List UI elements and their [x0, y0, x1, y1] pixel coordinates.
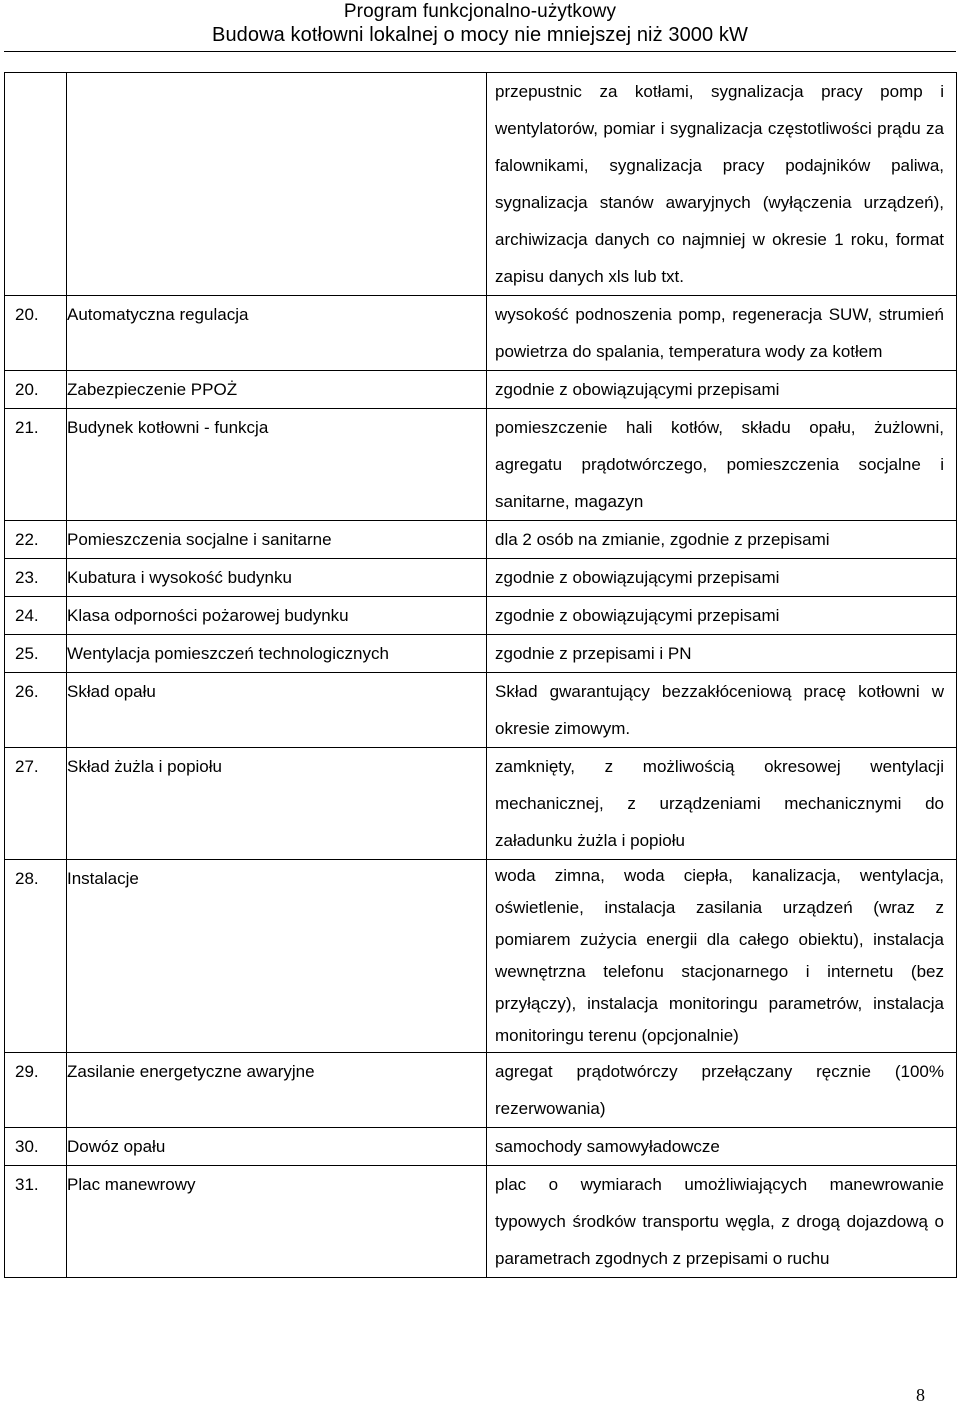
row-description: zgodnie z przepisami i PN [487, 635, 957, 673]
row-name: Kubatura i wysokość budynku [67, 559, 487, 597]
row-name: Pomieszczenia socjalne i sanitarne [67, 521, 487, 559]
table-row [5, 635, 957, 673]
row-description [487, 73, 957, 296]
row-description-text: przepustnic za kotłami, sygnalizacja pracy pomp i wentylatorów, pomiar i sygnalizacja częstotliwości prądu za falownikami, sygnalizacja pracy podajników paliwa, sygnalizacja stanów awaryjnych (wyłączenia urządzeń), archiwizacja danych co najmniej w okresie 1 roku, format zapisu danych xls lub txt. [495, 82, 944, 286]
table-row [5, 371, 957, 409]
row-description: dla 2 osób na zmianie, zgodnie z przepisami [487, 521, 957, 559]
table-row [5, 1166, 957, 1278]
row-number: 22. [5, 521, 67, 559]
page-header [0, 0, 960, 47]
row-name: Wentylacja pomieszczeń technologicznych [67, 635, 487, 673]
row-number: 25. [5, 635, 67, 673]
row-description: zamknięty, z możliwością okresowej wentylacji mechanicznej, z urządzeniami mechanicznymi do załadunku żużla i popiołu [487, 748, 957, 860]
table-row [5, 1128, 957, 1166]
row-number: 30. [5, 1128, 67, 1166]
row-number: 27. [5, 748, 67, 860]
row-number: 23. [5, 559, 67, 597]
row-number: 21. [5, 409, 67, 521]
table-row [5, 73, 957, 296]
row-name: Dowóz opału [67, 1128, 487, 1166]
table-row [5, 860, 957, 1053]
row-name: Klasa odporności pożarowej budynku [67, 597, 487, 635]
table-row [5, 521, 957, 559]
table-row [5, 559, 957, 597]
row-number: 29. [5, 1053, 67, 1128]
row-description: pomieszczenie hali kotłów, składu opału, żużlowni, agregatu prądotwórczego, pomieszczenia socjalne i sanitarne, magazyn [487, 409, 957, 521]
row-number: 20. [5, 371, 67, 409]
row-description: Skład gwarantujący bezzakłóceniową pracę kotłowni w okresie zimowym. [487, 673, 957, 748]
row-description: wysokość podnoszenia pomp, regeneracja SUW, strumień powietrza do spalania, temperatura wody za kotłem [487, 296, 957, 371]
table-row [5, 409, 957, 521]
row-name: Automatyczna regulacja [67, 296, 487, 371]
row-description: samochody samowyładowcze [487, 1128, 957, 1166]
row-description: zgodnie z obowiązującymi przepisami [487, 597, 957, 635]
table-row [5, 748, 957, 860]
page-number: 8 [916, 1385, 925, 1405]
row-number: 31. [5, 1166, 67, 1278]
row-description: plac o wymiarach umożliwiających manewrowanie typowych środków transportu węgla, z drogą dojazdową o parametrach zgodnych z przepisami o ruchu [487, 1166, 957, 1278]
header-divider [4, 51, 956, 52]
row-description: agregat prądotwórczy przełączany ręcznie (100% rezerwowania) [487, 1053, 957, 1128]
row-number [5, 73, 67, 296]
document-subtitle: Budowa kotłowni lokalnej o mocy nie mniejszej niż 3000 kW [212, 24, 748, 46]
document-title: Program funkcjonalno-użytkowy [343, 1, 617, 22]
table-row [5, 673, 957, 748]
row-number: 26. [5, 673, 67, 748]
row-name: Budynek kotłowni - funkcja [67, 409, 487, 521]
row-name: Skład opału [67, 673, 487, 748]
row-name: Zasilanie energetyczne awaryjne [67, 1053, 487, 1128]
row-description: zgodnie z obowiązującymi przepisami [487, 559, 957, 597]
row-number: 28. [5, 860, 67, 1053]
row-number: 24. [5, 597, 67, 635]
row-name: Skład żużla i popiołu [67, 748, 487, 860]
row-description: zgodnie z obowiązującymi przepisami [487, 371, 957, 409]
row-name: Plac manewrowy [67, 1166, 487, 1278]
row-number: 20. [5, 296, 67, 371]
requirements-table [4, 72, 957, 1278]
table-row [5, 1053, 957, 1128]
row-name [67, 73, 487, 296]
row-description: woda zimna, woda ciepła, kanalizacja, wentylacja, oświetlenie, instalacja zasilania urządzeń (wraz z pomiarem zużycia energii dla całego obiektu), instalacja wewnętrzna telefonu stacjonarnego i internetu (bez przyłączy), instalacja monitoringu parametrów, instalacja monitoringu terenu (opcjonalnie) [487, 860, 957, 1053]
row-name: Zabezpieczenie PPOŻ [67, 371, 487, 409]
row-name: Instalacje [67, 860, 487, 1053]
table-row [5, 296, 957, 371]
table-row [5, 597, 957, 635]
